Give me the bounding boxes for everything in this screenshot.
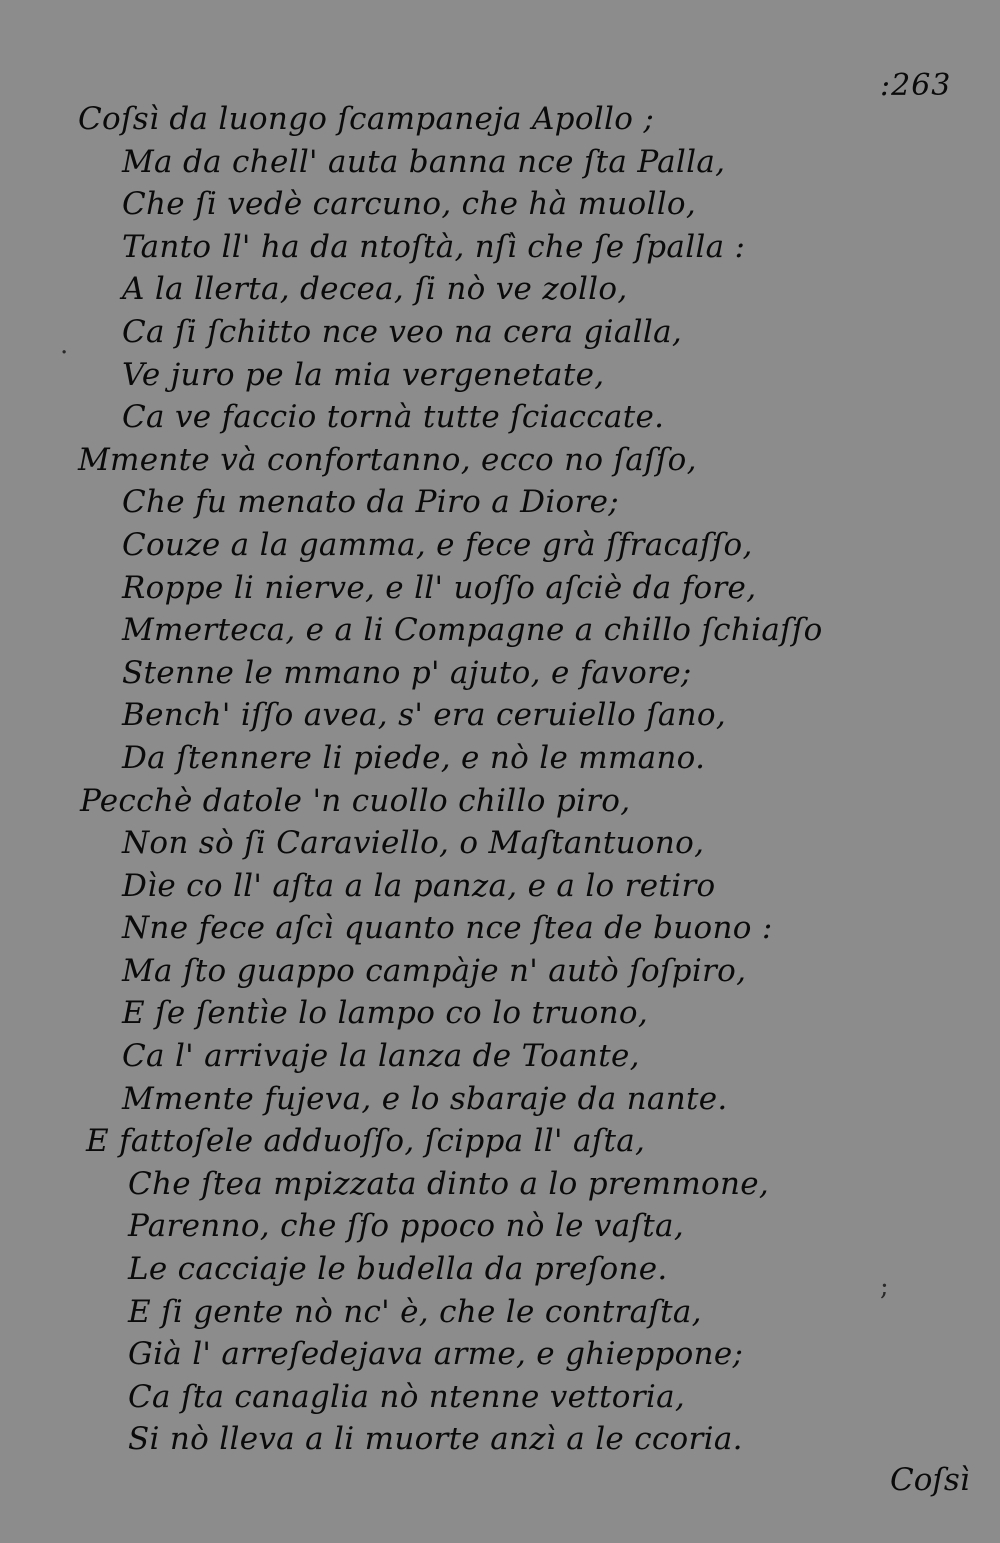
verse-line: Bench' iſſo avea, s' era ceruiello ſano, [122,697,727,734]
verse-line: Mmente fujeva, e lo sbaraje da nante. [122,1080,728,1117]
page-number: :263 [880,68,952,103]
stanza-4 [0,1120,1000,1461]
verse-line: Parenno, che ſſo ppoco nò le vaſta, [128,1208,684,1245]
verse-line: Ma da chell' auta banna nce ſta Palla, [122,143,726,180]
verse-line: Dìe co ll' aſta a la panza, e a lo retiro [122,867,716,904]
poem-body [0,98,1000,1461]
verse-line: Nne fece aſcì quanto nce ſtea de buono : [122,910,773,947]
verse-line: Che fu menato da Piro a Diore; [122,484,620,521]
verse-line: Si nò lleva a li muorte anzì a le ccoria. [128,1421,743,1458]
verse-line: Mmente và confortanno, ecco no ſaſſo, [78,441,697,478]
verse-line: Tanto ll' ha da ntoſtà, nſì che ſe ſpalla : [122,228,746,265]
verse-line: Coſsì da luongo ſcampaneja Apollo ; [78,101,655,137]
verse-line: Non sò ſi Caraviello, o Maſtantuono, [122,825,705,862]
stanza-3 [0,780,1000,1121]
verse-line: E fattoſele adduoſſo, ſcippa ll' aſta, [86,1123,646,1160]
verse-line: Ca ſta canaglia nò ntenne vettoria, [128,1378,686,1415]
verse-line: Ca l' arrivaje la lanza de Toante, [122,1038,640,1075]
verse-line: Ca ſi ſchitto nce veo na cera gialla, [122,313,683,350]
stanza-2 [0,439,1000,780]
verse-line: Roppe li nierve, e ll' uoſſo aſciè da fore, [122,569,757,606]
verse-line: Pecchè datole 'n cuollo chillo piro, [80,782,631,819]
ink-spot: ; [880,1272,889,1302]
verse-line: Da ſtennere li piede, e nò le mmano. [122,739,706,776]
verse-line: Ve juro pe la mia vergenetate, [122,356,605,393]
verse-line: Couze a la gamma, e fece grà ſfracaſſo, [122,526,753,563]
verse-line: Le cacciaje le budella da preſone. [128,1251,668,1288]
verse-line: E ſi gente nò nc' è, che le contraſta, [128,1293,702,1330]
verse-line: Già l' arreſedejava arme, e ghieppone; [128,1336,744,1373]
verse-line: Che ſi vedè carcuno, che hà muollo, [122,186,697,223]
verse-line: Stenne le mmano p' ajuto, e favore; [122,654,692,691]
verse-line: E ſe ſentìe lo lampo co lo truono, [122,995,648,1032]
catchword: Coſsì [890,1462,970,1498]
verse-line: Mmerteca, e a li Compagne a chillo ſchiaſſo [122,612,823,649]
verse-line: A la llerta, decea, ſi nò ve zollo, [122,271,628,308]
verse-line: Che ſtea mpizzata dinto a lo premmone, [128,1165,770,1202]
verse-line: Ma ſto guappo campàje n' autò ſoſpiro, [122,952,747,989]
ink-spot: . [60,330,69,360]
stanza-1 [0,98,1000,439]
verse-line: Ca ve faccio tornà tutte ſciaccate. [122,399,665,436]
